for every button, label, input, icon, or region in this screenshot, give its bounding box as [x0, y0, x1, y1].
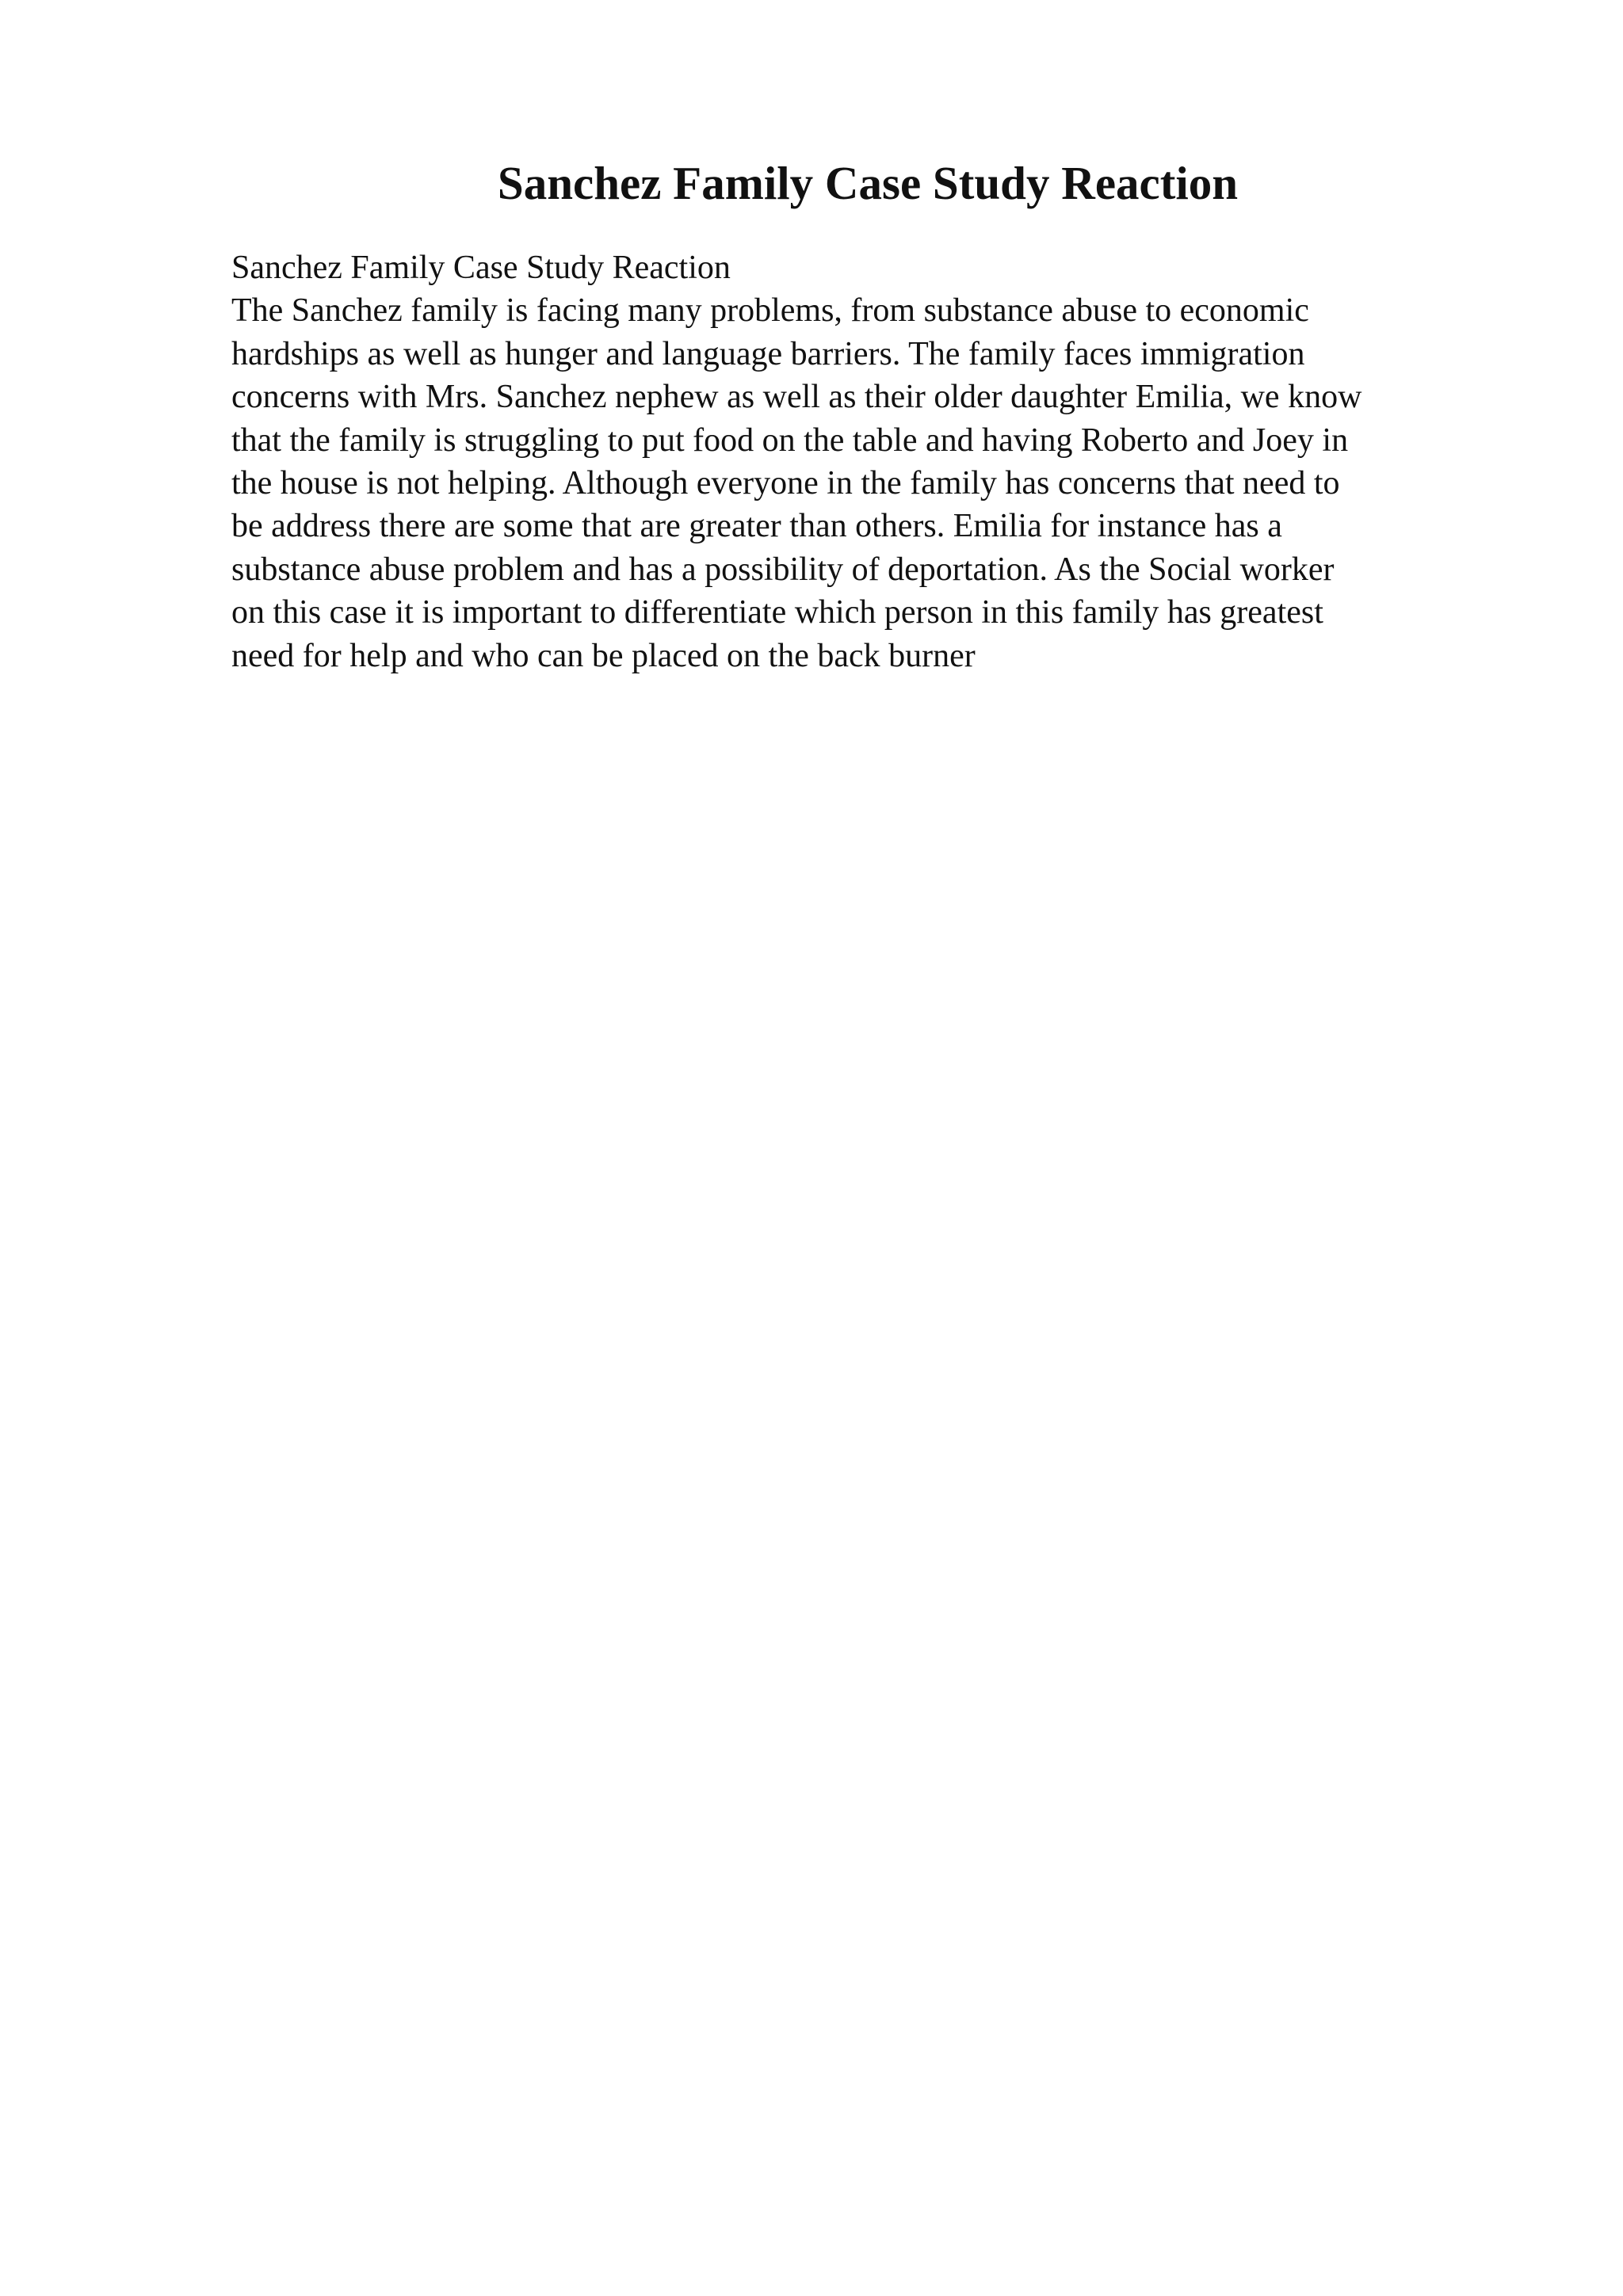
- body-text-line: on this case it is important to differentiate which person in this family has greatest: [231, 594, 1323, 631]
- body-text-line: that the family is struggling to put food on the table and having Roberto and Joey in: [231, 421, 1349, 459]
- body-text-line: be address there are some that are greater than others. Emilia for instance has a: [231, 508, 1282, 545]
- document-title: Sanchez Family Case Study Reaction: [497, 157, 1239, 209]
- body-text-line: hardships as well as hunger and language barriers. The family faces immigration: [231, 335, 1305, 372]
- document-body: [231, 246, 1499, 677]
- body-text-line: the house is not helping. Although everyone in the family has concerns that need to: [231, 465, 1340, 502]
- document-subtitle-line: Sanchez Family Case Study Reaction: [231, 250, 731, 286]
- body-text-line: The Sanchez family is facing many problems, from substance abuse to economic: [231, 292, 1309, 330]
- body-text-line: substance abuse problem and has a possibility of deportation. As the Social worker: [231, 551, 1335, 588]
- body-text-line: concerns with Mrs. Sanchez nephew as well as their older daughter Emilia, we know: [231, 379, 1362, 416]
- body-text-line: need for help and who can be placed on the back burner: [231, 637, 976, 674]
